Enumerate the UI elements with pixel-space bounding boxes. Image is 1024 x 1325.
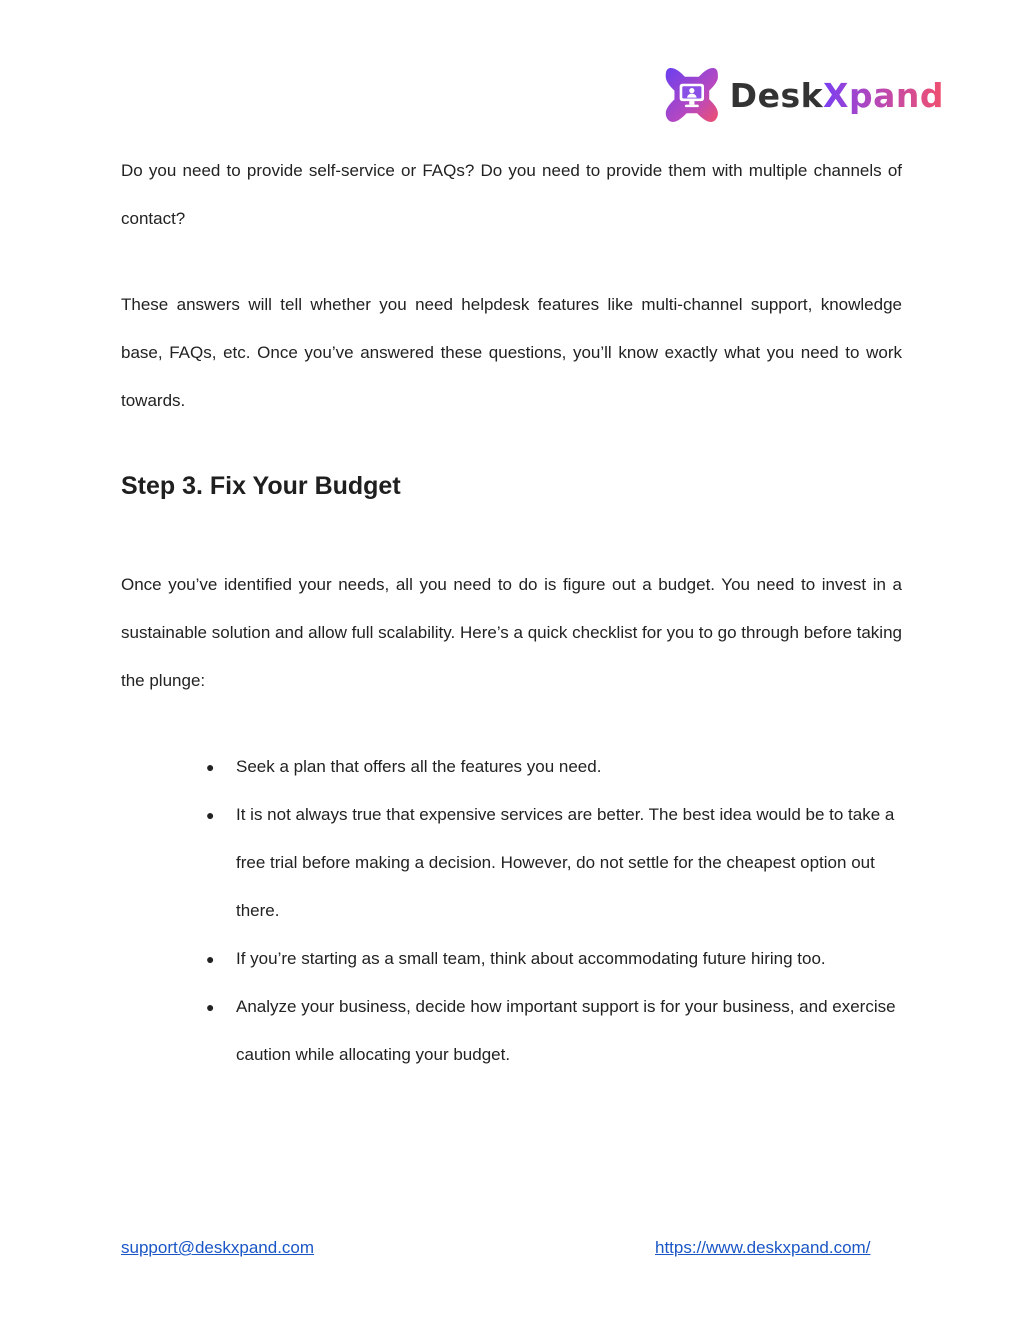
section-heading: Step 3. Fix Your Budget: [121, 472, 401, 500]
list-item-text: It is not always true that expensive services are better. The best idea would be to take a free trial before making a decision. However, do not settle for the cheapest option out there.: [236, 805, 895, 920]
brand-name-desk: Desk: [729, 75, 824, 115]
bullet-marker: ●: [206, 999, 215, 1015]
website-link[interactable]: https://www.deskxpand.com/: [655, 1238, 871, 1257]
list-item: [206, 791, 906, 935]
checklist: [206, 743, 906, 1079]
paragraph-budget: Once you’ve identified your needs, all you need to do is figure out a budget. You need to invest in a sustainable solution and allow full scalability. Here’s a quick checklist for you to go through before taking the plunge:: [121, 575, 902, 690]
list-item-text: Analyze your business, decide how important support is for your business, and exercise caution while allocating your budget.: [236, 997, 896, 1064]
list-item-text: Seek a plan that offers all the features you need.: [236, 757, 602, 776]
paragraph-helpdesk-features: These answers will tell whether you need helpdesk features like multi-channel support, knowledge base, FAQs, etc. Once you’ve answered these questions, you’ll know exactly what you need to work towards.: [121, 295, 902, 410]
bullet-marker: ●: [206, 759, 215, 775]
brand-logo: [664, 60, 944, 130]
support-email-link[interactable]: support@deskxpand.com: [121, 1238, 315, 1257]
paragraph-self-service: Do you need to provide self-service or FAQs? Do you need to provide them with multiple channels of contact?: [121, 161, 902, 228]
list-item-text: If you’re starting as a small team, think about accommodating future hiring too.: [236, 949, 826, 968]
monitor-with-person-icon: [664, 62, 720, 128]
bullet-marker: ●: [206, 807, 215, 823]
list-item: [206, 935, 906, 983]
bullet-marker: ●: [206, 951, 215, 967]
list-item: [206, 743, 906, 791]
brand-wordmark: [729, 75, 944, 115]
list-item: [206, 983, 906, 1079]
brand-name-xpand: Xpand: [823, 75, 944, 115]
